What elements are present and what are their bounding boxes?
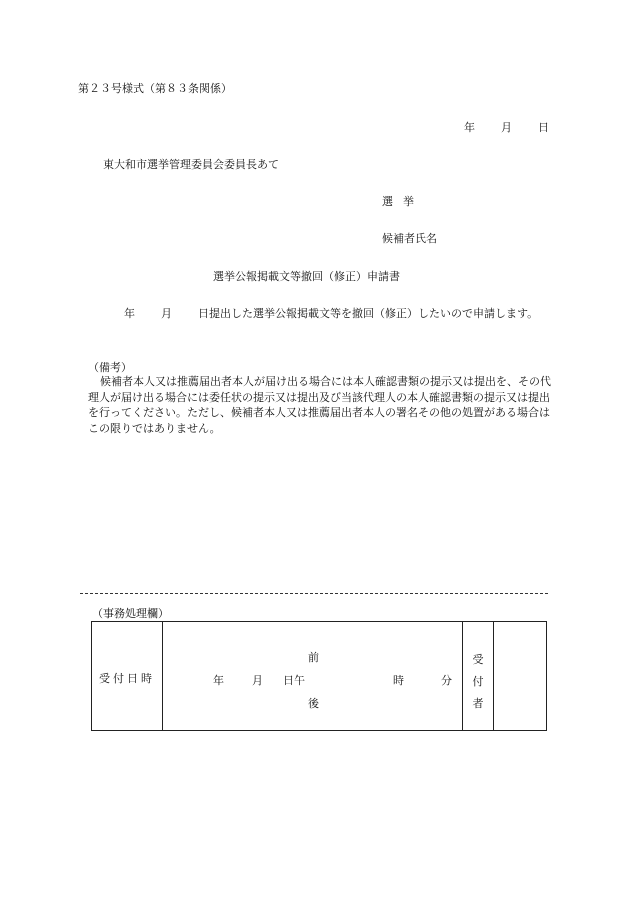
time-month: 月: [252, 674, 263, 687]
office-use-table: [91, 621, 547, 731]
body-text: [124, 305, 538, 321]
receiver-label-text: 受付者: [472, 653, 484, 710]
date-line: [464, 119, 549, 135]
candidate-name-label: 候補者氏名: [382, 232, 437, 245]
form-number: 第２３号様式（第８３条関係）: [78, 82, 232, 95]
table-divider: [493, 622, 494, 730]
election-label: 選挙: [382, 195, 424, 208]
time-day-noon: 日午: [283, 674, 305, 687]
body-month: 月: [161, 307, 172, 320]
cut-line: [80, 593, 548, 594]
date-day: 日: [538, 121, 549, 134]
remarks-heading: （備考）: [88, 361, 132, 374]
date-month: 月: [501, 121, 512, 134]
addressee: 東大和市選挙管理委員会委員長あて: [103, 158, 279, 171]
office-use-caption: （事務処理欄）: [92, 607, 169, 620]
body-sentence: 日提出した選挙公報掲載文等を撤回（修正）したいので申請します。: [198, 307, 539, 320]
time-minute: 分: [441, 674, 452, 687]
time-pm-mark: 後: [308, 697, 319, 710]
time-hour: 時: [393, 674, 404, 687]
remarks-text: 候補者本人又は推薦届出者本人が届け出る場合には本人確認書類の提示又は提出を、その代理人が届け出る場合には委任状の提示又は提出及び当該代理人の本人確認書類の提示又は提出を行ってください。ただし、候補者本人又は推薦届出者本人の署名その他の処置がある場合はこの限りではありません。: [88, 375, 551, 435]
receiver-label: [464, 649, 492, 715]
date-year: 年: [464, 121, 475, 134]
time-year: 年: [213, 674, 224, 687]
table-divider: [462, 622, 463, 730]
table-divider: [162, 622, 163, 730]
received-datetime-label: 受付日時: [99, 672, 155, 685]
document-title: 選挙公報掲載文等撤回（修正）申請書: [213, 270, 400, 283]
body-year: 年: [124, 307, 135, 320]
time-am-mark: 前: [308, 651, 319, 664]
